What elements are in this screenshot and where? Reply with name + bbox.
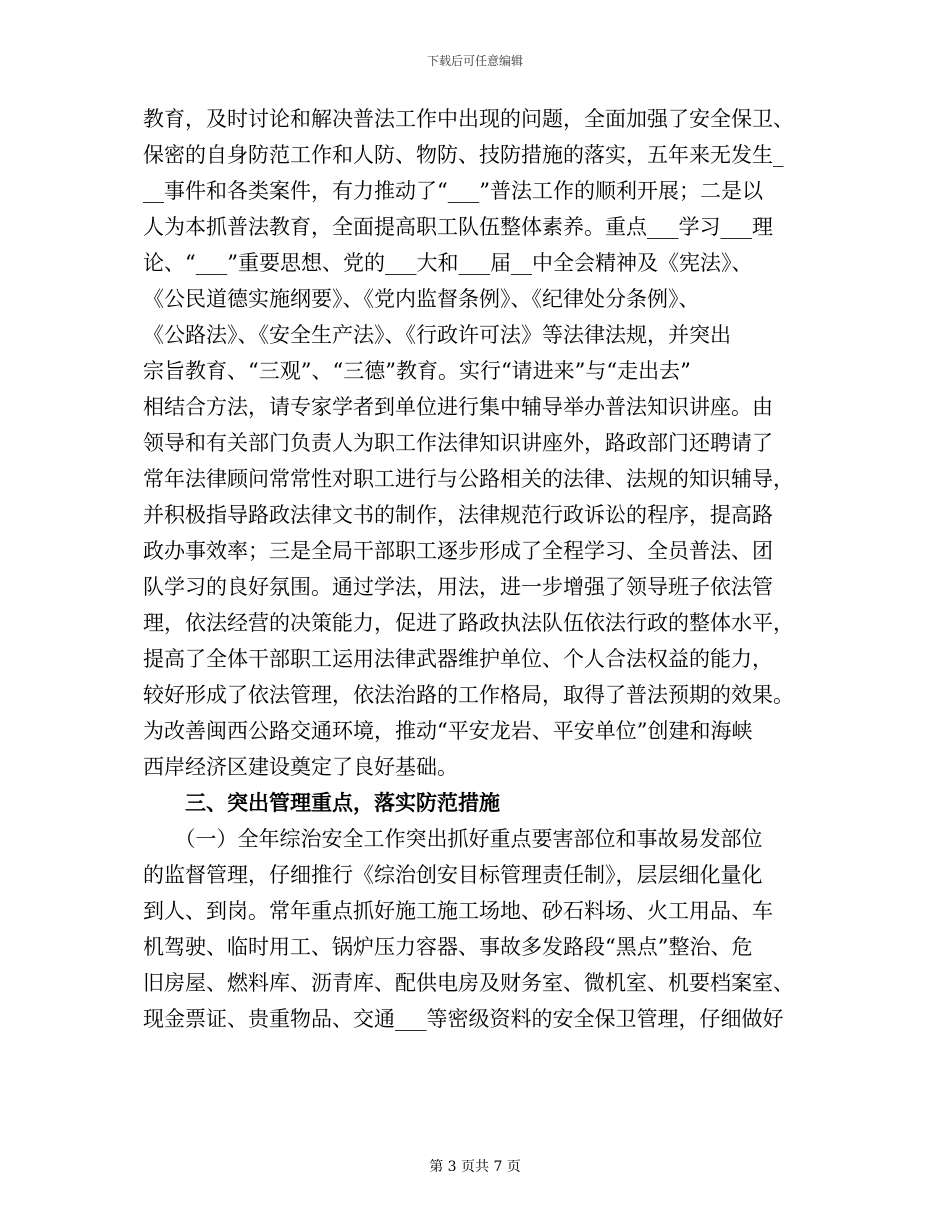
text-line: 保密的自身防范工作和人防、物防、技防措施的落实，五年来无发生_ bbox=[143, 143, 784, 167]
text-line: 较好形成了依法管理，依法治路的工作格局，取得了普法预期的效果。 bbox=[143, 683, 794, 707]
text-line: 人为本抓普法教育，全面提高职工队伍整体素养。重点___学习___理 bbox=[143, 215, 773, 239]
text-line: 为改善闽西公路交通环境，推动“平安龙岩、平安单位”创建和海峡 bbox=[143, 719, 753, 743]
text-line: 《公民道德实施纲要》、《党内监督条例》、《纪律处分条例》、 bbox=[143, 287, 700, 311]
text-line: __事件和各类案件，有力推动了“___”普法工作的顺利开展；二是以 bbox=[143, 179, 763, 203]
text-line: 相结合方法，请专家学者到单位进行集中辅导举办普法知识讲座。由 bbox=[143, 395, 773, 419]
document-body bbox=[143, 101, 803, 1037]
text-line: 政办事效率；三是全局干部职工逐步形成了全程学习、全员普法、团 bbox=[143, 539, 773, 563]
text-line: 理，依法经营的决策能力，促进了路政执法队伍依法行政的整体水平， bbox=[143, 611, 794, 635]
text-line: 提高了全体干部职工运用法律武器维护单位、个人合法权益的能力， bbox=[143, 647, 773, 671]
text-line: 论、“___”重要思想、党的___大和___届__中全会精神及《宪法》、 bbox=[143, 251, 753, 275]
text-line: 的监督管理，仔细推行《综治创安目标管理责任制》，层层细化量化 bbox=[143, 863, 763, 887]
section-heading: 三、突出管理重点，落实防范措施 bbox=[143, 790, 500, 815]
text-line: 队学习的良好氛围。通过学法，用法，进一步增强了领导班子依法管 bbox=[143, 575, 773, 599]
page-header: 下载后可任意编辑 bbox=[426, 54, 523, 68]
text-line: 教育，及时讨论和解决普法工作中出现的问题，全面加强了安全保卫、 bbox=[143, 107, 794, 131]
text-line: 旧房屋、燃料库、沥青库、配供电房及财务室、微机室、机要档案室、 bbox=[143, 971, 794, 995]
text-line: （一）全年综治安全工作突出抓好重点要害部位和事故易发部位 bbox=[143, 827, 763, 851]
text-line: 《公路法》、《安全生产法》、《行政许可法》等法律法规，并突出 bbox=[143, 323, 731, 347]
text-line: 宗旨教育、“三观”、“三德”教育。实行“请进来”与“走出去” bbox=[143, 359, 691, 383]
text-line: 并积极指导路政法律文书的制作，法律规范行政诉讼的程序，提高路 bbox=[143, 503, 773, 527]
text-line: 西岸经济区建设奠定了良好基础。 bbox=[143, 755, 458, 779]
text-line: 现金票证、贵重物品、交通___等密级资料的安全保卫管理，仔细做好 bbox=[143, 1007, 784, 1031]
text-line: 常年法律顾问常常性对职工进行与公路相关的法律、法规的知识辅导， bbox=[143, 467, 794, 491]
page-footer: 第 3 页共 7 页 bbox=[429, 1159, 521, 1175]
text-line: 领导和有关部门负责人为职工作法律知识讲座外，路政部门还聘请了 bbox=[143, 431, 773, 455]
text-line: 机驾驶、临时用工、锅炉压力容器、事故多发路段“黑点”整治、危 bbox=[143, 935, 753, 959]
text-line: 到人、到岗。常年重点抓好施工施工场地、砂石料场、火工用品、车 bbox=[143, 899, 773, 923]
